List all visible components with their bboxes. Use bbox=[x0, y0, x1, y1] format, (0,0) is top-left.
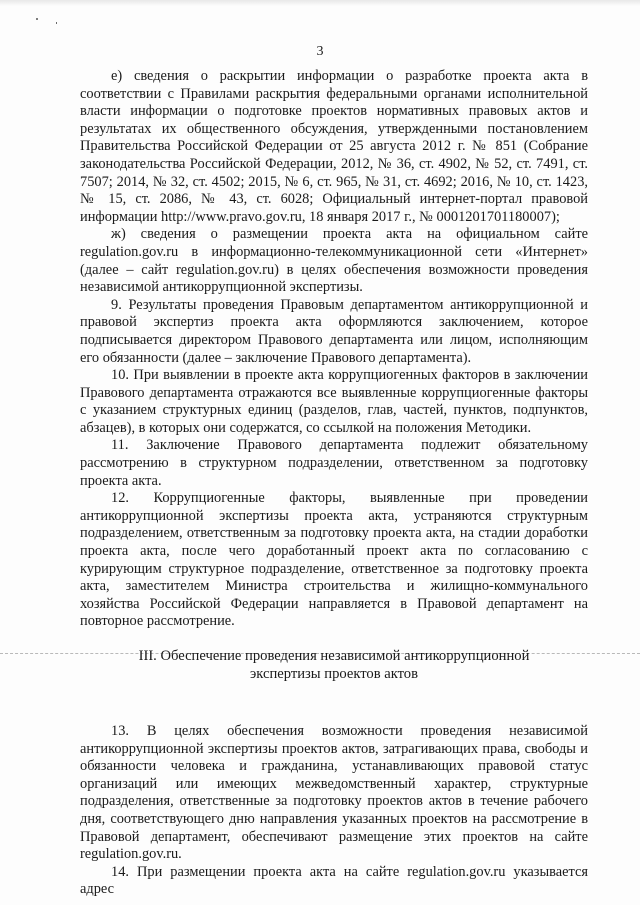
paragraph-13: 13. В целях обеспечения возможности проведения независимой антикоррупционной экспертизы проектов актов, затрагивающих права, свободы и обязанности человека и гражданина, устанавливающих правовой статус организаций или имеющих межведомственный характер, структурные подразделения, ответственные за подготовку проектов актов в течение рабочего дня, соответствующего дню направления указанных проектов на рассмотрение в Правовой департамент, обеспечивают размещение этих проектов на сайте regulation.gov.ru. bbox=[80, 723, 588, 863]
paragraph-11: 11. Заключение Правового департамента подлежит обязательному рассмотрению в структурном подразделении, ответственном за подготовку проекта акта. bbox=[80, 437, 588, 489]
paragraph-zh: ж) сведения о размещении проекта акта на официальном сайте regulation.gov.ru в информационно-телекоммуникационной сети «Интернет» (далее – сайт regulation.gov.ru) в целях обеспечения возможности проведения независимой антикоррупционной экспертизы. bbox=[80, 226, 588, 296]
scan-speck bbox=[36, 18, 38, 20]
paragraph-e: е) сведения о раскрытии информации о разработке проекта акта в соответствии с Правилами раскрытия федеральными органами исполнительной власти информации о подготовке проектов нормативных правовых актов и результатах их общественного обсуждения, утвержденными постановлением Правительства Российской Федерации от 25 августа 2012 г. № 851 (Собрание законодательства Российской Федерации, 2012, № 36, ст. 4902, № 52, ст. 7491, ст. 7507; 2014, № 32, ст. 4502; 2015, № 6, ст. 965, № 31, ст. 4692; 2016, № 10, ст. 1423, № 15, ст. 2086, № 43, ст. 6028; Официальный интернет-портал правовой информации http://www.pravo.gov.ru, 18 января 2017 г., № 0001201701180007); bbox=[80, 68, 588, 225]
paragraph-10: 10. При выявлении в проекте акта коррупциогенных факторов в заключении Правового департамента отражаются все выявленные коррупциогенные факторы с указанием структурных единиц (разделов, глав, частей, пунктов, подпунктов, абзацев), в которых они содержатся, со ссылкой на положения Методики. bbox=[80, 367, 588, 436]
section-title-line-1: III. Обеспечение проведения независимой антикоррупционной bbox=[138, 648, 530, 664]
paragraph-14: 14. При размещении проекта акта на сайте regulation.gov.ru указывается адрес bbox=[80, 863, 588, 898]
paragraph-12: 12. Коррупциогенные факторы, выявленные при проведении антикоррупционной экспертизы проекта акта, устраняются структурным подразделением, ответственным за подготовку проекта акта, на стадии доработки проекта акта, после чего доработанный проект акта по согласованию с курирующим структурное подразделение, ответственное за подготовку проекта акта, заместителем Министра строительства и жилищно-коммунального хозяйства Российской Федерации направляется в Правовой департамент на повторное рассмотрение. bbox=[80, 490, 588, 630]
scan-edge-shadow bbox=[0, 0, 640, 6]
section-title-line-2: экспертизы проектов актов bbox=[250, 666, 418, 682]
paragraph-9: 9. Результаты проведения Правовым департаментом антикоррупционной и правовой экспертиз проекта акта оформляются заключением, которое подписывается директором Правового департамента или лицом, исполняющим его обязанности (далее – заключение Правового департамента). bbox=[80, 296, 588, 366]
page-number: 3 bbox=[316, 44, 324, 59]
scan-speck bbox=[56, 22, 57, 24]
section-title bbox=[80, 647, 588, 683]
document-body bbox=[80, 68, 588, 899]
